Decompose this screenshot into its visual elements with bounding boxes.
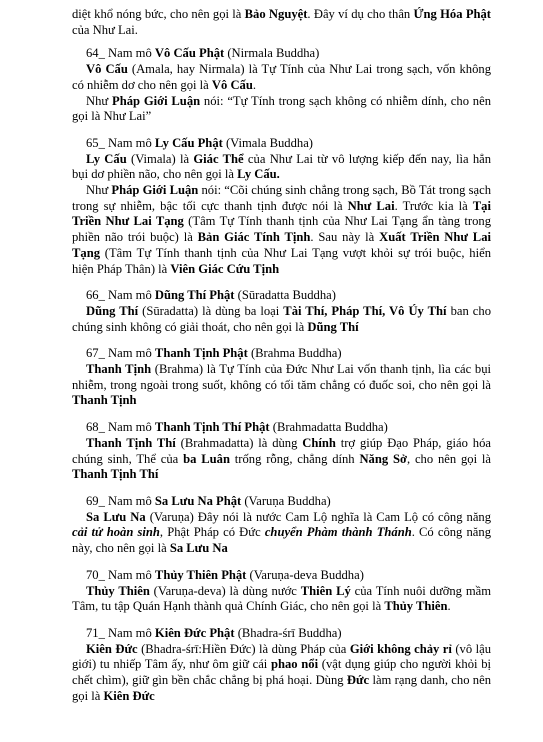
entry-heading: 68_ Nam mô Thanh Tịnh Thí Phật (Brahmadatta Buddha): [86, 420, 388, 435]
entry-71: [72, 626, 491, 705]
entry-paragraph: Thanh Tịnh Thí (Brahmadatta) là dùng Chính trợ giúp Đạo Pháp, giáo hóa chúng sinh, Thể của ba Luân trống rỗng, chẳng dính Năng Sở, cho nên gọi là Thanh Tịnh Thí: [72, 435, 492, 482]
entry-paragraph: Dũng Thí (Sūradatta) là dùng ba loại Tài Thí, Pháp Thí, Vô Úy Thí ban cho chúng sinh không có giải thoát, cho nên gọi là Dũng Thí: [72, 303, 491, 334]
entry-paragraph: Kiên Đức (Bhadra-śrī:Hiền Đức) là dùng Pháp của Giới không chảy rỉ (vô lậu giới) tu nhiếp Tâm ấy, như ôm giữ cái phao nổi (vật dụng giúp cho người khỏi bị chết chìm), giữ gìn bền chắc chẳng bị phá hoại. Dùng Đức làm rạng danh, cho nên gọi là Kiên Đức: [72, 641, 491, 703]
entry-heading: 71_ Nam mô Kiên Đức Phật (Bhadra-śrī Buddha): [86, 625, 342, 640]
entry-64: [72, 46, 491, 125]
entry-heading: 65_ Nam mô Ly Cấu Phật (Vimala Buddha): [86, 135, 313, 150]
entry-65: [72, 136, 491, 277]
entry-paragraph: Như Pháp Giới Luận nói: “Tự Tính trong sạch không có nhiễm dính, cho nên gọi là Như Lai”: [72, 93, 491, 124]
entry-67: [72, 346, 491, 409]
entry-paragraph: Vô Cấu (Amala, hay Nirmala) là Tự Tính của Như Lai trong sạch, vốn không có nhiễm dơ cho nên gọi là Vô Cấu.: [72, 62, 491, 92]
entry-paragraph: Thanh Tịnh (Brahma) là Tự Tính của Đức Như Lai vốn thanh tịnh, lìa các bụi nhiễm, trong ngoài trong suốt, không có tối tăm chẳng có đuốc soi, cho nên gọi là Thanh Tịnh: [72, 362, 491, 408]
entry-heading: 70_ Nam mô Thủy Thiên Phật (Varuṇa-deva Buddha): [86, 567, 364, 582]
entry-68: [72, 420, 491, 483]
entry-69: [72, 494, 491, 557]
entry-paragraph: Sa Lưu Na (Varuṇa) Đây nói là nước Cam Lộ nghĩa là Cam Lộ có công năng cải tử hoàn sinh, Phật Pháp có Đức chuyển Phàm thành Thánh. Có công năng này, cho nên gọi là Sa Lưu Na: [72, 509, 492, 556]
entry-heading: 66_ Nam mô Dũng Thí Phật (Sūradatta Buddha): [86, 288, 336, 303]
entry-paragraph: Như Pháp Giới Luận nói: “Cõi chúng sinh chẳng trong sạch, Bồ Tát trong sạch trong sự nhiễm, bậc tối cực thanh tịnh được nói là Như Lai. Trước kia là Tại Triền Như Lai Tạng (Tâm Tự Tính thanh tịnh của Như Lai Tạng ẩn tàng trong phiền não trói buộc) là Bản Giác Tính Tịnh. Sau này là Xuất Triền Như Lai Tạng (Tâm Tự Tính thanh tịnh của Như Lai Tạng vượt khỏi sự trói buộc, hiển hiện Pháp Thân) là Viên Giác Cứu Tịnh: [72, 183, 492, 276]
entry-heading: 64_ Nam mô Vô Cấu Phật (Nirmala Buddha): [86, 46, 320, 61]
entry-70: [72, 568, 491, 615]
entry-heading: 67_ Nam mô Thanh Tịnh Phật (Brahma Buddha): [86, 346, 342, 361]
entry-66: [72, 288, 491, 335]
entry-heading: 69_ Nam mô Sa Lưu Na Phật (Varuṇa Buddha): [86, 493, 331, 508]
entry-paragraph: Ly Cấu (Vimala) là Giác Thể của Như Lai từ vô lượng kiếp đến nay, lìa hẳn bụi dơ phiền não, cho nên gọi là Ly Cấu.: [72, 151, 492, 182]
entry-paragraph: Thủy Thiên (Varuṇa-deva) là dùng nước Thiên Lý của Tính nuôi dưỡng mầm Tâm, tu tập Quán Hạnh thành quả Chính Giác, cho nên gọi là Thủy Thiên.: [72, 583, 491, 614]
continuation-paragraph: diệt khổ nóng bức, cho nên gọi là Bảo Nguyệt. Đây ví dụ cho thân Ứng Hóa Phật của Như Lai.: [72, 7, 492, 37]
